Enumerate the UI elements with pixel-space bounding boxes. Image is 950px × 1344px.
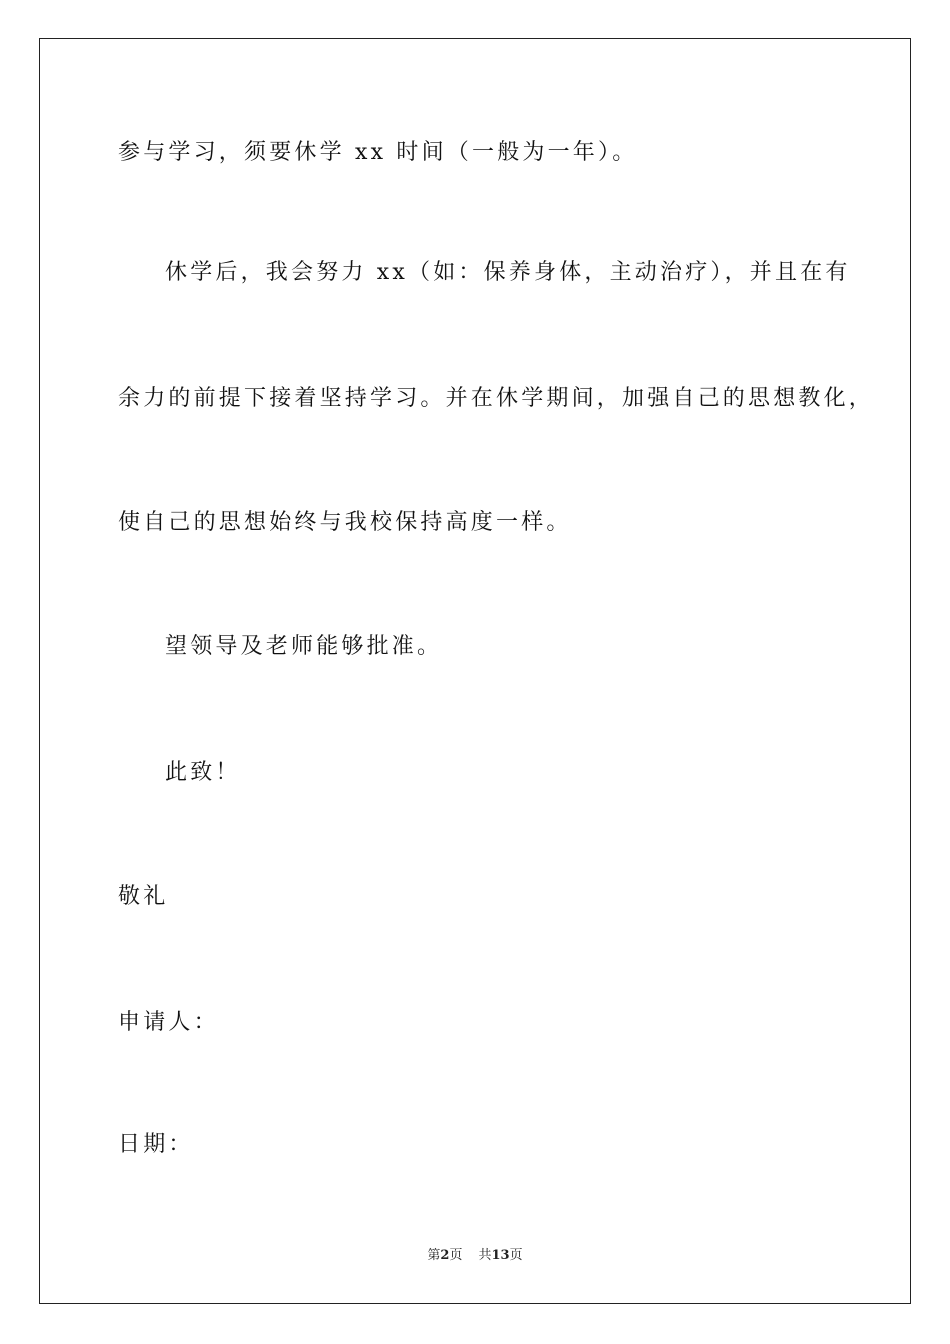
body-line-4: 使自己的思想始终与我校保持高度一样。 (118, 510, 572, 535)
page-footer (0, 1247, 950, 1265)
body-line-5: 望领导及老师能够批准。 (165, 634, 443, 659)
body-line-1: 参与学习，须要休学 xx 时间（一般为一年）。 (118, 140, 638, 165)
page-current: 2 (440, 1248, 450, 1263)
body-line-3: 余力的前提下接着坚持学习。并在休学期间，加强自己的思想教化， (118, 386, 875, 411)
closing-salutation: 此致！ (165, 760, 241, 785)
total-prefix: 共 (478, 1248, 492, 1263)
page-prefix: 第 (427, 1248, 441, 1263)
page-suffix: 页 (449, 1248, 463, 1263)
closing-respect: 敬礼 (118, 884, 169, 909)
applicant-label: 申请人： (118, 1010, 219, 1035)
page-frame (39, 38, 911, 1304)
total-suffix: 页 (509, 1248, 523, 1263)
date-label: 日期： (118, 1132, 194, 1157)
body-line-2: 休学后，我会努力 xx（如：保养身体，主动治疗），并且在有 (165, 260, 851, 285)
page-total: 13 (491, 1248, 510, 1263)
